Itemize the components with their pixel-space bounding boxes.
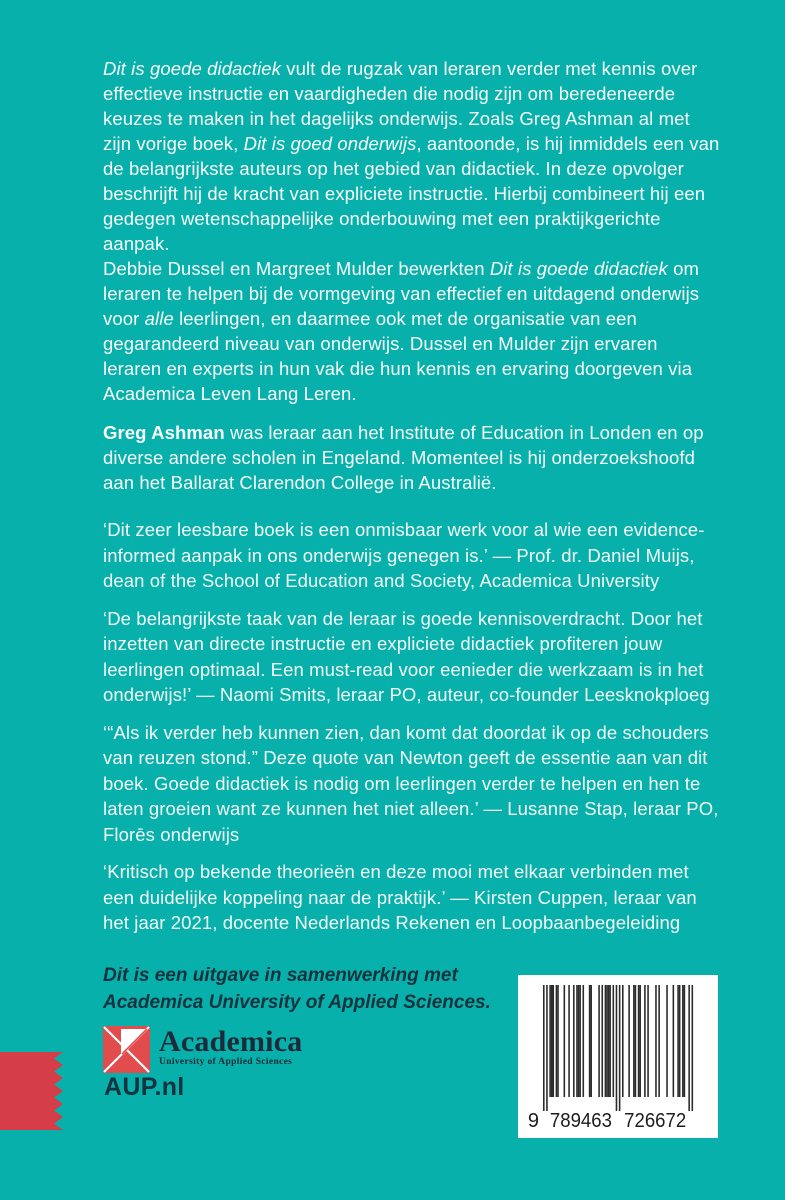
endorsement-quote-4: ‘Kritisch op bekende theorieën en deze mooi met elkaar verbinden met een duidelijke koppeling naar de praktijk.’ — Kirsten Cuppen, leraar van het jaar 2021, docente Nederlands Rekenen en Loopbaanbegeleiding bbox=[103, 861, 697, 933]
spine-ribbon bbox=[0, 1052, 63, 1130]
endorsement-quote-1: ‘Dit zeer leesbare boek is een onmisbaar werk voor al wie een evidence-informed aanpak in ons onderwijs genegen is.’ — Prof. dr. Daniel Muijs, dean of the School of Education and Society, Academica University bbox=[103, 519, 705, 591]
barcode bbox=[518, 975, 718, 1138]
back-cover-text-area bbox=[103, 56, 720, 1073]
barcode-number: 9 bbox=[527, 1110, 539, 1132]
publisher-note: Dit is een uitgave in samenwerking met Academica University of Applied Sciences. bbox=[103, 964, 491, 1013]
barcode-number: 789463 bbox=[549, 1110, 612, 1132]
aup-publisher-label: AUP.nl bbox=[104, 1073, 185, 1101]
academica-logo-subtitle: University of Applied Sciences bbox=[159, 1056, 293, 1067]
barcode-bars bbox=[518, 975, 718, 1138]
endorsement-quote-2: ‘De belangrijkste taak van de leraar is goede kennisoverdracht. Door het inzetten van directe instructie en expliciete didactiek profiteren jouw leerlingen optimaal. Een must-read voor eenieder die werkzaam is in het onderwijs!’ — Naomi Smits, leraar PO, auteur, co-founder Leesknokploeg bbox=[103, 607, 710, 705]
author-bio: Greg Ashman was leraar aan het Institute of Education in Londen en op diverse andere scholen in Engeland. Momenteel is hij onderzoekshoofd aan het Ballarat Clarendon College in Australië. bbox=[103, 422, 704, 493]
academica-logo-title: Academica bbox=[159, 1024, 303, 1058]
blurb-paragraph-1: Dit is goede didactiek vult de rugzak van leraren verder met kennis over effectieve instructie en vaardigheden die nodig zijn om beredeneerde keuzes te maken in het dagelijks onderwijs. Zoals Greg Ashman al met zijn vorige boek, Dit is goed onderwijs, aantoonde, is hij inmiddels een van de belangrijkste auteurs op het gebied van didactiek. In deze opvolger beschrijft hij de kracht van expliciete instructie. Hierbij combineert hij een gedegen wetenschappelijke onderbouwing met een praktijkgerichte aanpak. bbox=[103, 58, 720, 254]
endorsement-quote-3: ‘“Als ik verder heb kunnen zien, dan komt dat doordat ik op de schouders van reuzen stond.” Deze quote van Newton geeft de essentie aan van dit boek. Goede didactiek is nodig om leerlingen verder te helpen en hen te laten groeien want ze kunnen het niet alleen.’ — Lusanne Stap, leraar PO, Florēs onderwijs bbox=[103, 721, 719, 845]
blurb-paragraph-2: Debbie Dussel en Margreet Mulder bewerkten Dit is goede didactiek om leraren te helpen bij de vormgeving van effectief en uitdagend onderwijs voor alle leerlingen, en daarmee ook met de organisatie van een gegarandeerd niveau van onderwijs. Dussel en Mulder zijn ervaren leraren en experts in hun vak die hun kennis en ervaring doorgeven via Academica Leven Lang Leren. bbox=[103, 258, 700, 404]
barcode-number: 726672 bbox=[624, 1110, 687, 1132]
academica-logo-text bbox=[159, 1026, 302, 1068]
academica-logo-icon bbox=[103, 1026, 150, 1073]
